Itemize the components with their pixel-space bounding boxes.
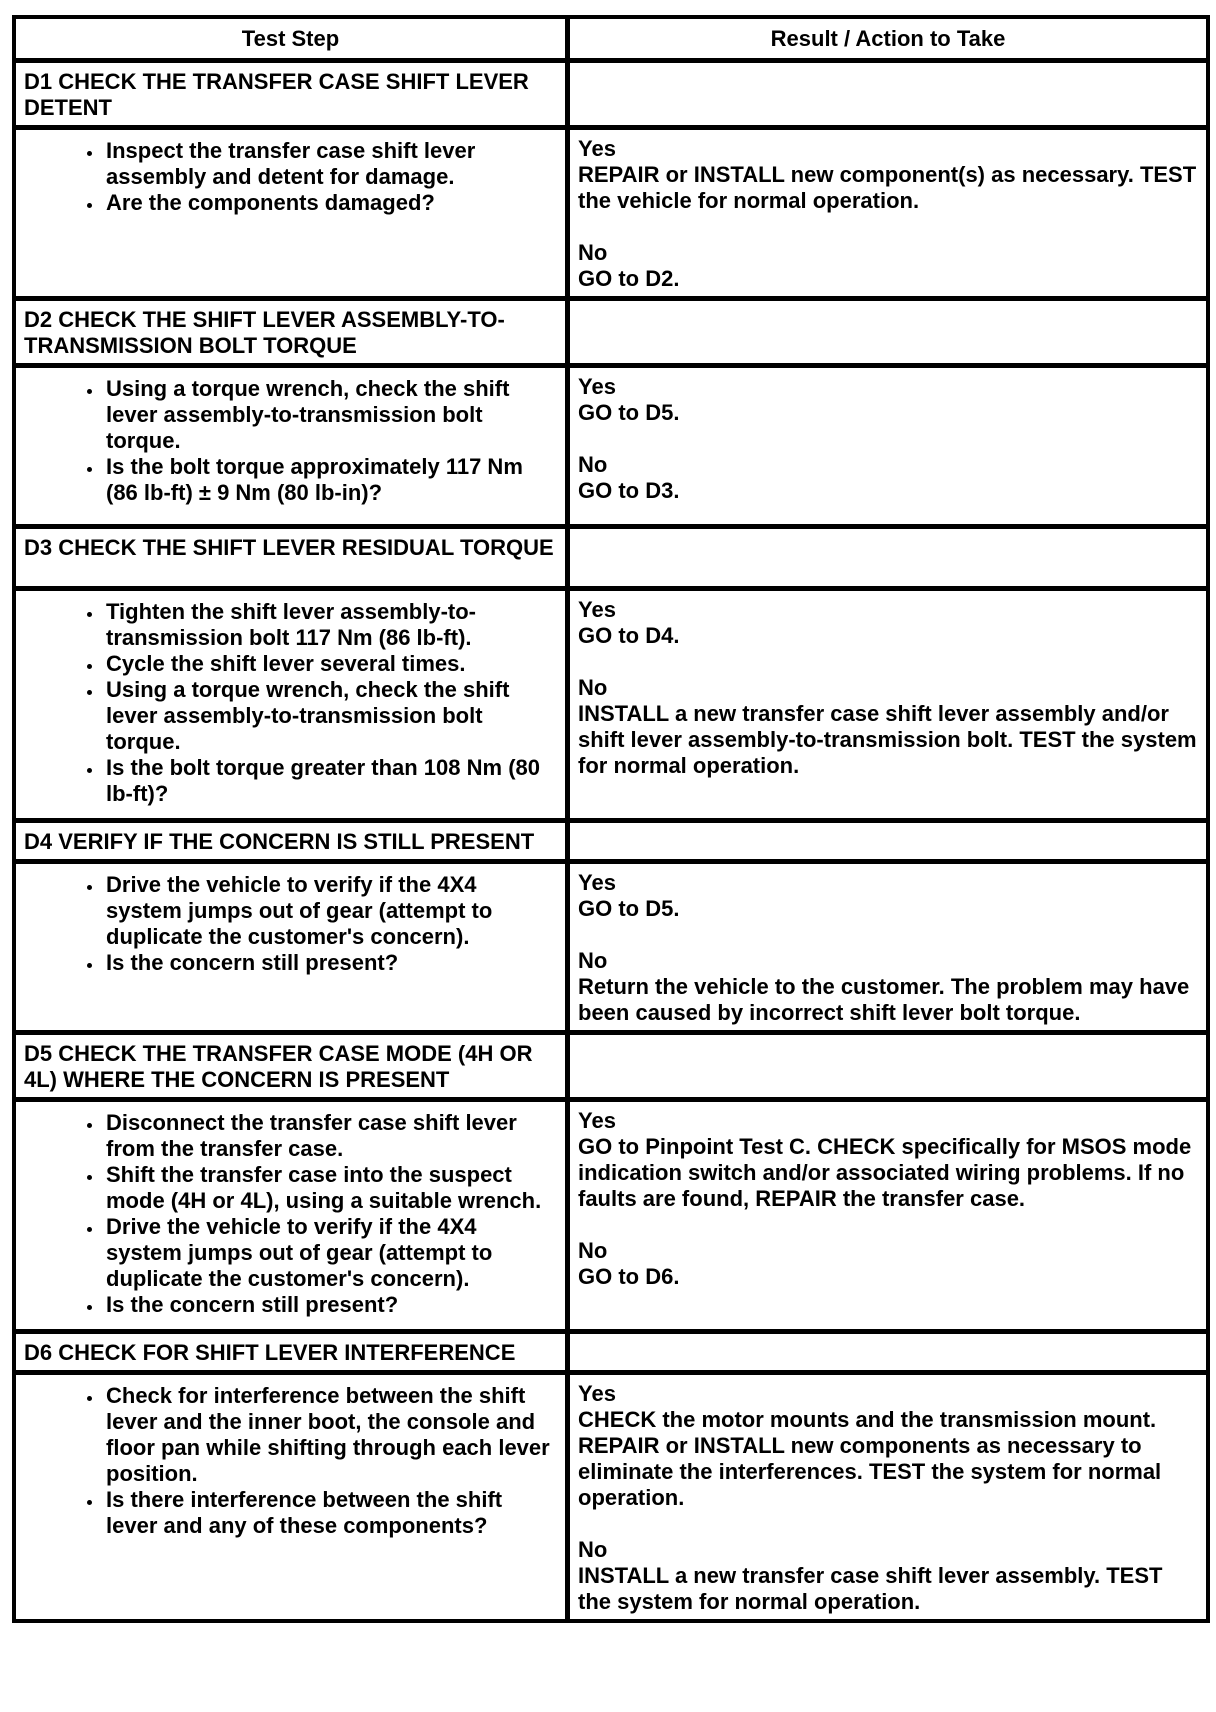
- step-bullet-item: • Cycle the shift lever several times.: [104, 651, 555, 677]
- no-action: Return the vehicle to the customer. The problem may have been caused by incorrect shift lever bolt torque.: [578, 974, 1190, 1025]
- step-bullet-list: [16, 1383, 565, 1539]
- step-bullet-item: • Is the concern still present?: [104, 950, 555, 976]
- step-bullet-item: • Check for interference between the shift lever and the inner boot, the console and floor pan while shifting through each lever position.: [104, 1383, 555, 1487]
- step-bullet-list: [16, 376, 565, 506]
- step-title: [16, 529, 570, 591]
- step-title-empty-cell: [570, 1035, 1206, 1102]
- step-body-row-6: [16, 1375, 1206, 1619]
- step-bullet-item: • Shift the transfer case into the suspect mode (4H or 4L), using a suitable wrench.: [104, 1162, 555, 1214]
- step-title: [16, 1334, 570, 1375]
- step-title-text: D5 CHECK THE TRANSFER CASE MODE (4H OR 4L) WHERE THE CONCERN IS PRESENT: [24, 1041, 533, 1092]
- step-body-row-1: [16, 130, 1206, 301]
- step-title-empty-cell: [570, 301, 1206, 368]
- step-instructions: [16, 864, 570, 1035]
- step-bullet-item: • Is the bolt torque approximately 117 Nm (86 lb-ft) ± 9 Nm (80 lb-in)?: [104, 454, 555, 506]
- step-title: [16, 301, 570, 368]
- step-title-empty-cell: [570, 1334, 1206, 1375]
- step-title-row-5: [16, 1035, 1206, 1102]
- no-label: No: [578, 1238, 608, 1263]
- step-title-text: D2 CHECK THE SHIFT LEVER ASSEMBLY-TO-TRANSMISSION BOLT TORQUE: [24, 307, 505, 358]
- no-label: No: [578, 240, 608, 265]
- yes-action: REPAIR or INSTALL new component(s) as necessary. TEST the vehicle for normal operation.: [578, 162, 1197, 213]
- yes-label: Yes: [578, 1381, 616, 1406]
- step-bullet-item: • Is there interference between the shift lever and any of these components?: [104, 1487, 555, 1539]
- yes-label: Yes: [578, 1108, 616, 1133]
- step-title-row-2: [16, 301, 1206, 368]
- yes-action: CHECK the motor mounts and the transmission mount. REPAIR or INSTALL new components as necessary to eliminate the interferences. TEST the system for normal operation.: [578, 1407, 1162, 1510]
- step-title-text: D4 VERIFY IF THE CONCERN IS STILL PRESENT: [24, 829, 535, 854]
- step-bullet-item: • Using a torque wrench, check the shift lever assembly-to-transmission bolt torque.: [104, 677, 555, 755]
- header-row: [16, 19, 1206, 63]
- result-spacer: [578, 649, 1198, 675]
- header-test-step: Test Step: [16, 19, 570, 63]
- step-bullet-item: • Is the bolt torque greater than 108 Nm (80 lb-ft)?: [104, 755, 555, 807]
- step-bullet-list: [16, 872, 565, 976]
- step-instructions: [16, 591, 570, 823]
- step-bullet-item: • Is the concern still present?: [104, 1292, 555, 1318]
- step-body-row-4: [16, 864, 1206, 1035]
- result-spacer: [578, 1212, 1198, 1238]
- step-result: [570, 1375, 1206, 1619]
- step-title: [16, 823, 570, 864]
- step-body-row-5: [16, 1102, 1206, 1334]
- yes-action: GO to D4.: [578, 623, 680, 648]
- result-spacer: [578, 1511, 1198, 1537]
- yes-label: Yes: [578, 870, 616, 895]
- result-spacer: [578, 426, 1198, 452]
- step-instructions: [16, 368, 570, 529]
- yes-action: GO to D5.: [578, 896, 680, 921]
- step-body-row-2: [16, 368, 1206, 529]
- step-title-empty-cell: [570, 529, 1206, 591]
- step-bullet-item: • Disconnect the transfer case shift lever from the transfer case.: [104, 1110, 555, 1162]
- step-title-empty-cell: [570, 63, 1206, 130]
- step-result: [570, 368, 1206, 529]
- step-title-row-6: [16, 1334, 1206, 1375]
- step-title: [16, 63, 570, 130]
- result-spacer: [578, 922, 1198, 948]
- step-title: [16, 1035, 570, 1102]
- no-label: No: [578, 452, 608, 477]
- step-title-text: D6 CHECK FOR SHIFT LEVER INTERFERENCE: [24, 1340, 516, 1365]
- step-instructions: [16, 1102, 570, 1334]
- step-title-text: D3 CHECK THE SHIFT LEVER RESIDUAL TORQUE: [24, 535, 554, 560]
- no-label: No: [578, 675, 608, 700]
- step-title-row-1: [16, 63, 1206, 130]
- diagnostic-table: [12, 15, 1210, 1623]
- step-title-empty-cell: [570, 823, 1206, 864]
- yes-label: Yes: [578, 374, 616, 399]
- no-action: GO to D6.: [578, 1264, 680, 1289]
- yes-action: GO to D5.: [578, 400, 680, 425]
- result-spacer: [578, 214, 1198, 240]
- yes-action: GO to Pinpoint Test C. CHECK specifically for MSOS mode indication switch and/or associated wiring problems. If no faults are found, REPAIR the transfer case.: [578, 1134, 1192, 1211]
- step-bullet-item: • Are the components damaged?: [104, 190, 555, 216]
- step-result: [570, 1102, 1206, 1334]
- step-bullet-list: [16, 138, 565, 216]
- table-body: [16, 63, 1206, 1619]
- step-body-row-3: [16, 591, 1206, 823]
- no-action: INSTALL a new transfer case shift lever assembly. TEST the system for normal operation.: [578, 1563, 1163, 1614]
- step-bullet-item: • Drive the vehicle to verify if the 4X4 system jumps out of gear (attempt to duplicate the customer's concern).: [104, 872, 555, 950]
- no-label: No: [578, 948, 608, 973]
- step-bullet-list: [16, 599, 565, 807]
- step-title-text: D1 CHECK THE TRANSFER CASE SHIFT LEVER DETENT: [24, 69, 529, 120]
- step-bullet-item: • Using a torque wrench, check the shift lever assembly-to-transmission bolt torque.: [104, 376, 555, 454]
- no-action: GO to D3.: [578, 478, 680, 503]
- step-instructions: [16, 1375, 570, 1619]
- step-result: [570, 864, 1206, 1035]
- step-result: [570, 591, 1206, 823]
- yes-label: Yes: [578, 136, 616, 161]
- step-title-row-4: [16, 823, 1206, 864]
- no-label: No: [578, 1537, 608, 1562]
- step-result: [570, 130, 1206, 301]
- yes-label: Yes: [578, 597, 616, 622]
- step-bullet-item: • Inspect the transfer case shift lever assembly and detent for damage.: [104, 138, 555, 190]
- step-bullet-item: • Tighten the shift lever assembly-to-transmission bolt 117 Nm (86 lb-ft).: [104, 599, 555, 651]
- header-result-action: Result / Action to Take: [570, 19, 1206, 63]
- no-action: INSTALL a new transfer case shift lever assembly and/or shift lever assembly-to-transmission bolt. TEST the system for normal operation.: [578, 701, 1197, 778]
- step-bullet-item: • Drive the vehicle to verify if the 4X4 system jumps out of gear (attempt to duplicate the customer's concern).: [104, 1214, 555, 1292]
- step-title-row-3: [16, 529, 1206, 591]
- no-action: GO to D2.: [578, 266, 680, 291]
- step-instructions: [16, 130, 570, 301]
- step-bullet-list: [16, 1110, 565, 1318]
